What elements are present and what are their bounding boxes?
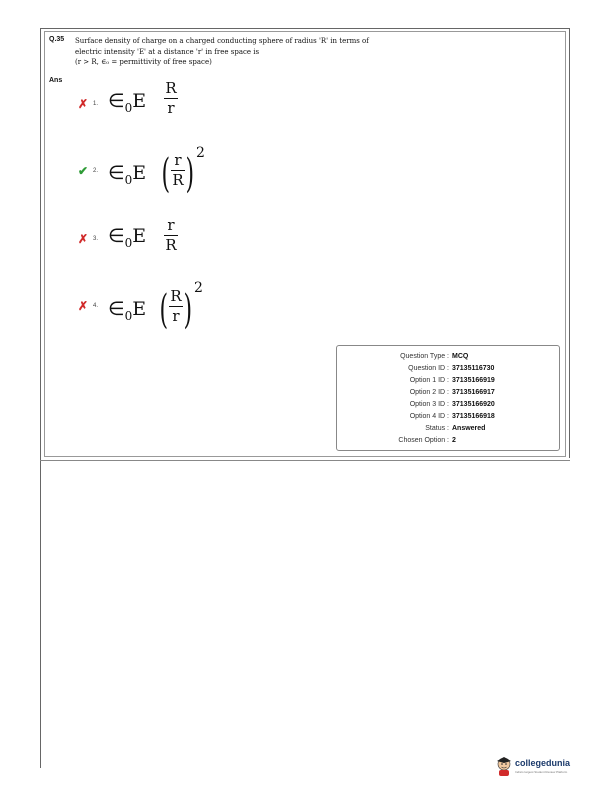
left-paren: ( xyxy=(159,287,169,333)
page-frame-left xyxy=(40,28,41,768)
option-fraction: R r xyxy=(165,79,177,117)
mascot-icon xyxy=(495,756,513,776)
option-1[interactable] xyxy=(78,78,278,138)
option-number: 2. xyxy=(93,168,99,174)
question-meta-panel xyxy=(336,345,560,451)
question-line: electric intensity 'E' at a distance 'r' in free space is xyxy=(75,47,260,56)
option-3[interactable] xyxy=(78,215,278,275)
meta-row-chosen-option: Chosen Option : 2 xyxy=(398,437,456,444)
option-formula: $\in_0E$ xyxy=(108,162,147,187)
option-number: 3. xyxy=(93,236,99,242)
logo-tagline: India's largest Student Review Platform xyxy=(515,770,568,774)
logo-wordmark: collegedunia xyxy=(515,758,571,768)
meta-row-question-id: Question ID : 37135116730 xyxy=(408,365,495,372)
question-panel-divider xyxy=(40,460,570,461)
option-2[interactable] xyxy=(78,145,278,205)
option-fraction: r R xyxy=(172,151,184,189)
cross-icon: ✗ xyxy=(78,232,89,246)
question-line: (r > R, ∈₀ = permittivity of free space) xyxy=(75,58,212,66)
meta-row-question-type: Question Type : MCQ xyxy=(400,353,469,360)
meta-row-option4-id: Option 4 ID : 37135166918 xyxy=(409,413,495,420)
right-paren: ) xyxy=(185,151,195,197)
collegedunia-logo xyxy=(495,756,595,780)
option-fraction: R r xyxy=(170,287,182,325)
page-frame-right xyxy=(569,28,570,458)
cross-icon: ✗ xyxy=(78,97,89,111)
option-formula: $\in_0E$ xyxy=(108,90,147,115)
option-exponent: 2 xyxy=(194,280,203,296)
page-frame-top xyxy=(40,28,570,29)
meta-row-option1-id: Option 1 ID : 37135166919 xyxy=(409,377,495,384)
answer-label: Ans xyxy=(49,77,63,84)
right-paren: ) xyxy=(183,287,193,333)
meta-row-option3-id: Option 3 ID : 37135166920 xyxy=(409,401,495,408)
meta-row-status: Status : Answered xyxy=(425,425,486,432)
meta-row-option2-id: Option 2 ID : 37135166917 xyxy=(409,389,495,396)
option-fraction: r R xyxy=(165,216,177,254)
question-number: Q.35 xyxy=(49,36,65,43)
option-formula: $\in_0E$ xyxy=(108,225,147,250)
option-number: 1. xyxy=(93,101,99,107)
left-paren: ( xyxy=(161,151,171,197)
cross-icon: ✗ xyxy=(78,299,89,313)
option-exponent: 2 xyxy=(196,145,205,161)
check-icon: ✔ xyxy=(78,164,89,178)
option-formula: $\in_0E$ xyxy=(108,298,147,323)
option-4[interactable] xyxy=(78,282,278,342)
question-text xyxy=(75,36,495,68)
option-number: 4. xyxy=(93,303,99,309)
question-line: Surface density of charge on a charged conducting sphere of radius 'R' in terms of xyxy=(75,37,369,45)
